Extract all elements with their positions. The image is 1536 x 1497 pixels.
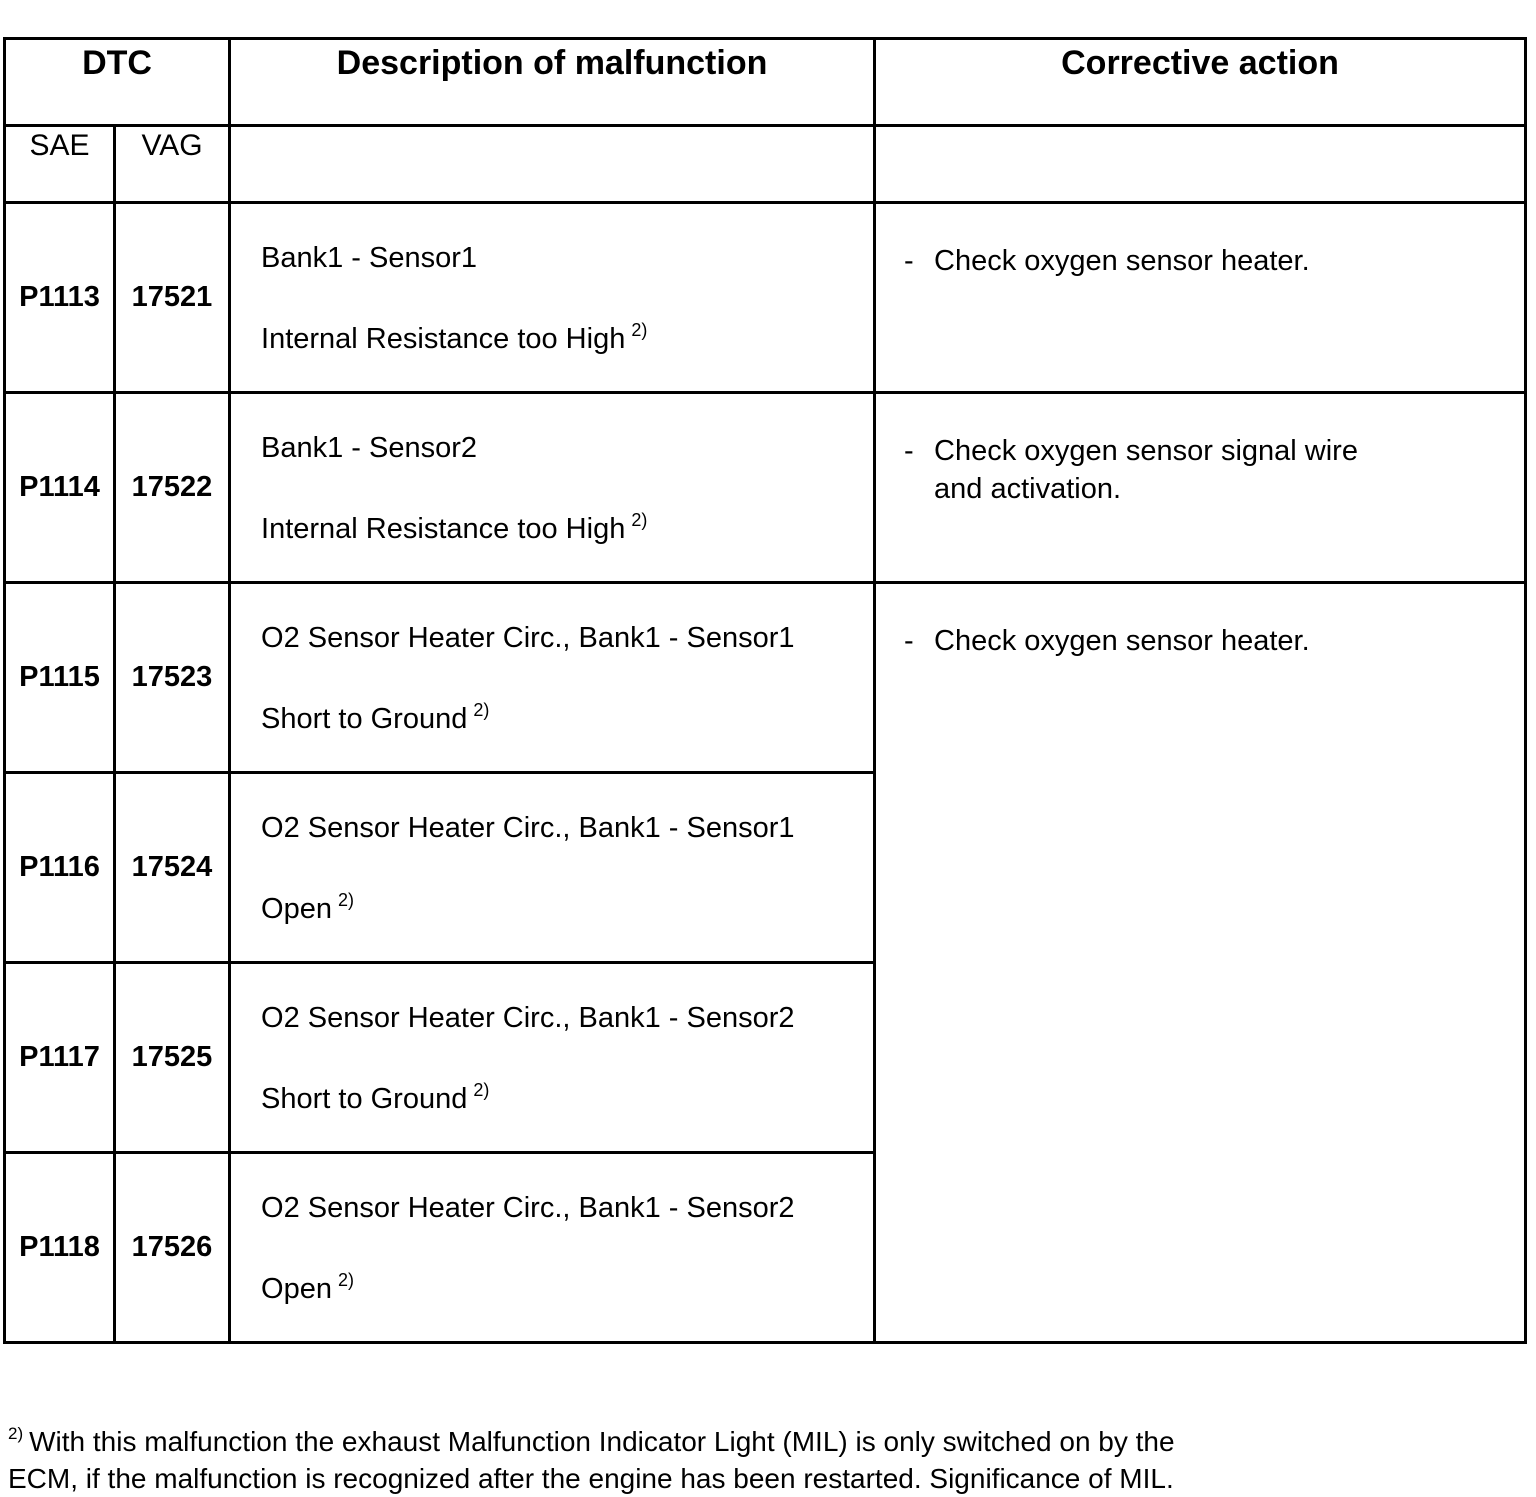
footnote-line-1: With this malfunction the exhaust Malfunction Indicator Light (MIL) is only switched on by the (29, 1426, 1175, 1457)
bullet-dash: - (904, 625, 914, 657)
action-text: Check oxygen sensor heater. (934, 245, 1310, 277)
vag-code: 17521 (115, 203, 230, 393)
description-line: O2 Sensor Heater Circ., Bank1 - Sensor1 (261, 622, 795, 654)
malfunction-description (230, 1153, 875, 1343)
vag-code: 17526 (115, 1153, 230, 1343)
malfunction-description (230, 393, 875, 583)
description-line: O2 Sensor Heater Circ., Bank1 - Sensor2 (261, 1002, 795, 1034)
vag-code: 17523 (115, 583, 230, 773)
description-condition (261, 890, 873, 926)
condition-text: Short to Ground (261, 1083, 468, 1115)
description-condition (261, 1080, 873, 1116)
footnote-reference: 2) (473, 700, 490, 720)
header-description: Description of malfunction (230, 39, 875, 126)
description-line: O2 Sensor Heater Circ., Bank1 - Sensor2 (261, 1192, 795, 1224)
vag-code: 17524 (115, 773, 230, 963)
description-condition (261, 510, 873, 546)
condition-text: Internal Resistance too High (261, 323, 626, 355)
condition-text: Internal Resistance too High (261, 513, 626, 545)
dtc-table (3, 37, 1527, 1344)
header-dtc: DTC (5, 39, 230, 126)
footnote-reference: 2) (631, 510, 648, 530)
action-text-continued: and activation. (934, 473, 1122, 505)
footnote (8, 1415, 1508, 1497)
sae-code: P1114 (5, 393, 115, 583)
sae-code: P1117 (5, 963, 115, 1153)
description-condition (261, 700, 873, 736)
footnote-reference: 2) (473, 1080, 490, 1100)
footnote-reference: 2) (337, 890, 354, 910)
condition-text: Short to Ground (261, 703, 468, 735)
description-line: O2 Sensor Heater Circ., Bank1 - Sensor1 (261, 812, 795, 844)
vag-code: 17522 (115, 393, 230, 583)
bullet-dash: - (904, 245, 914, 277)
header-row (5, 39, 1526, 126)
corrective-action (875, 203, 1526, 393)
footnote-mark: 2) (8, 1424, 24, 1443)
sae-code: P1116 (5, 773, 115, 963)
subheader-empty-desc (230, 126, 875, 203)
action-text: Check oxygen sensor heater. (934, 625, 1310, 657)
subheader-empty-action (875, 126, 1526, 203)
malfunction-description (230, 963, 875, 1153)
table-row (5, 203, 1526, 393)
footnote-line-2: ECM, if the malfunction is recognized after the engine has been restarted. Significance of MIL. (8, 1463, 1174, 1494)
table-row (5, 393, 1526, 583)
corrective-action (875, 393, 1526, 583)
vag-code: 17525 (115, 963, 230, 1153)
footnote-reference: 2) (631, 320, 648, 340)
description-line: Bank1 - Sensor2 (261, 432, 478, 464)
malfunction-description (230, 773, 875, 963)
action-text: Check oxygen sensor signal wire (934, 435, 1358, 467)
description-condition (261, 1270, 873, 1306)
sae-code: P1115 (5, 583, 115, 773)
bullet-dash: - (904, 435, 914, 467)
header-sae: SAE (5, 126, 115, 203)
footnote-reference: 2) (337, 1270, 354, 1290)
header-vag: VAG (115, 126, 230, 203)
header-corrective-action: Corrective action (875, 39, 1526, 126)
malfunction-description (230, 203, 875, 393)
description-condition (261, 320, 873, 356)
subheader-row (5, 126, 1526, 203)
condition-text: Open (261, 1273, 332, 1305)
condition-text: Open (261, 893, 332, 925)
table-row (5, 583, 1526, 773)
malfunction-description (230, 583, 875, 773)
sae-code: P1118 (5, 1153, 115, 1343)
description-line: Bank1 - Sensor1 (261, 242, 478, 274)
corrective-action (875, 583, 1526, 1343)
sae-code: P1113 (5, 203, 115, 393)
